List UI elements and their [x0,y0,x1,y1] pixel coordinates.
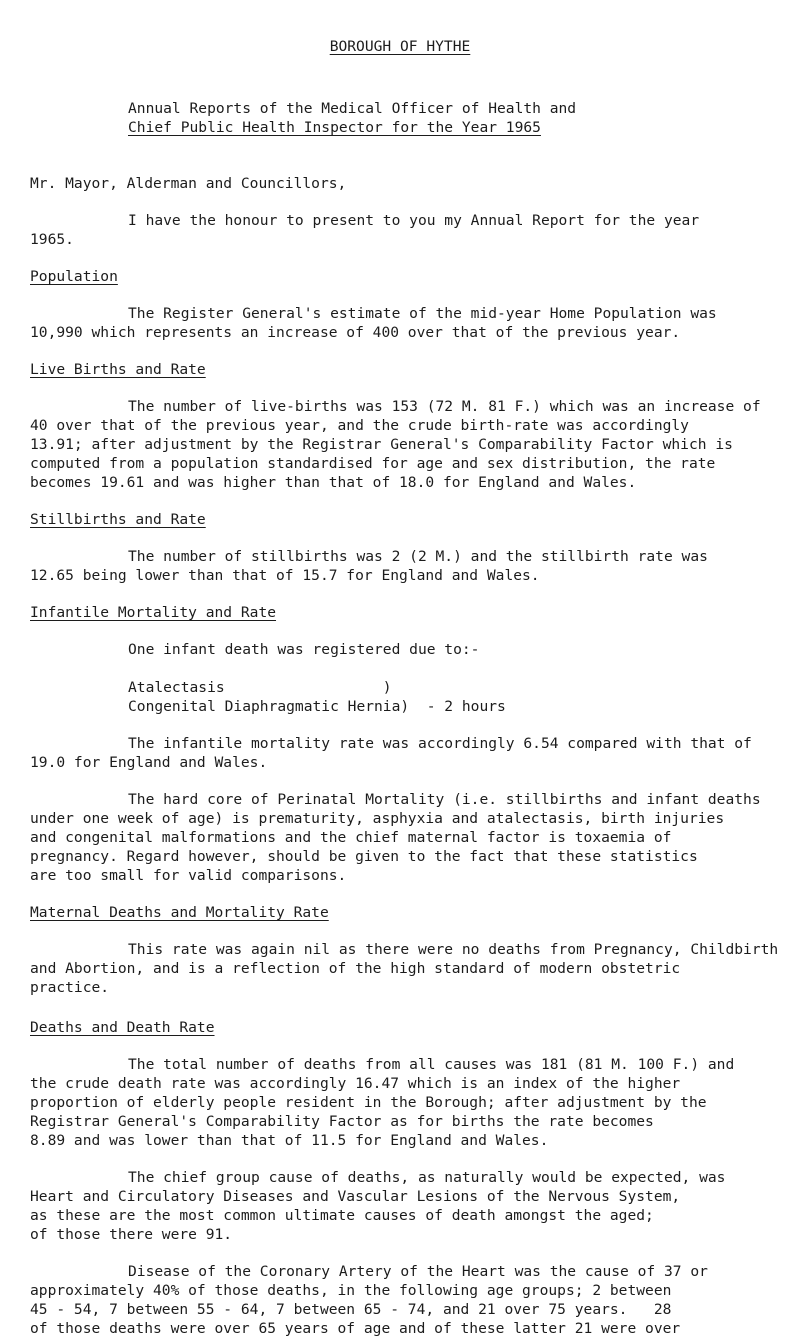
deaths-line: 8.89 and was lower than that of 11.5 for England and Wales. [30,1132,549,1149]
maternal-line: and Abortion, and is a reflection of the high standard of modern obstetric [30,960,681,977]
infantile-line: The infantile mortality rate was accordingly 6.54 compared with that of [128,735,752,752]
maternal-line: This rate was again nil as there were no deaths from Pregnancy, Childbirth [128,941,779,958]
stillbirths-heading: Stillbirths and Rate [30,511,206,528]
coronary-line: of those deaths were over 65 years of age and of these latter 21 were over [30,1320,681,1337]
live-births-line: computed from a population standardised for age and sex distribution, the rate [30,455,716,472]
population-heading: Population [30,268,118,285]
maternal-deaths-heading: Maternal Deaths and Mortality Rate [30,904,329,921]
deaths-line: Registrar General's Comparability Factor as for births the rate becomes [30,1113,654,1130]
coronary-line: 45 - 54, 7 between 55 - 64, 7 between 65 - 74, and 21 over 75 years. 28 [30,1301,672,1318]
perinatal-line: are too small for valid comparisons. [30,867,347,884]
perinatal-line: The hard core of Perinatal Mortality (i.e. stillbirths and infant deaths [128,791,761,808]
population-line: The Register General's estimate of the mid-year Home Population was [128,305,717,322]
document-title: BOROUGH OF HYTHE [329,38,471,55]
report-subtitle-line-1: Annual Reports of the Medical Officer of Health and [128,100,577,117]
live-births-line: 13.91; after adjustment by the Registrar General's Comparability Factor which is [30,436,733,453]
live-births-heading: Live Births and Rate [30,361,206,378]
deaths-line: proportion of elderly people resident in the Borough; after adjustment by the [30,1094,707,1111]
stillbirths-line: 12.65 being lower than that of 15.7 for England and Wales. [30,567,540,584]
deaths-line: the crude death rate was accordingly 16.47 which is an index of the higher [30,1075,681,1092]
population-line: 10,990 which represents an increase of 400 over that of the previous year. [30,324,681,341]
report-subtitle-line-2: Chief Public Health Inspector for the Year 1965 [128,119,541,136]
stillbirths-line: The number of stillbirths was 2 (2 M.) and the stillbirth rate was [128,548,708,565]
salutation: Mr. Mayor, Alderman and Councillors, [30,175,347,192]
coronary-line: approximately 40% of those deaths, in the following age groups; 2 between [30,1282,672,1299]
intro-line-2: 1965. [30,231,74,248]
coronary-line: Disease of the Coronary Artery of the Heart was the cause of 37 or [128,1263,708,1280]
perinatal-line: pregnancy. Regard however, should be given to the fact that these statistics [30,848,698,865]
live-births-line: The number of live-births was 153 (72 M. 81 F.) which was an increase of [128,398,761,415]
intro-line-1: I have the honour to present to you my Annual Report for the year [128,212,700,229]
causes-line: of those there were 91. [30,1226,233,1243]
causes-line: Heart and Circulatory Diseases and Vascular Lesions of the Nervous System, [30,1188,681,1205]
causes-line: as these are the most common ultimate causes of death amongst the aged; [30,1207,654,1224]
infantile-line: 19.0 for England and Wales. [30,754,268,771]
infantile-mortality-heading: Infantile Mortality and Rate [30,604,277,621]
causes-line: The chief group cause of deaths, as naturally would be expected, was [128,1169,726,1186]
maternal-line: practice. [30,979,110,996]
deaths-heading: Deaths and Death Rate [30,1019,215,1036]
live-births-line: 40 over that of the previous year, and the crude birth-rate was accordingly [30,417,689,434]
perinatal-line: and congenital malformations and the chief maternal factor is toxaemia of [30,829,672,846]
live-births-line: becomes 19.61 and was higher than that of 18.0 for England and Wales. [30,474,637,491]
infant-death-cause: Atalectasis ) [128,679,392,696]
perinatal-line: under one week of age) is prematurity, asphyxia and atalectasis, birth injuries [30,810,725,827]
infantile-line: One infant death was registered due to:- [128,641,480,658]
infant-death-cause: Congenital Diaphragmatic Hernia) - 2 hours [128,698,506,715]
deaths-line: The total number of deaths from all causes was 181 (81 M. 100 F.) and [128,1056,735,1073]
